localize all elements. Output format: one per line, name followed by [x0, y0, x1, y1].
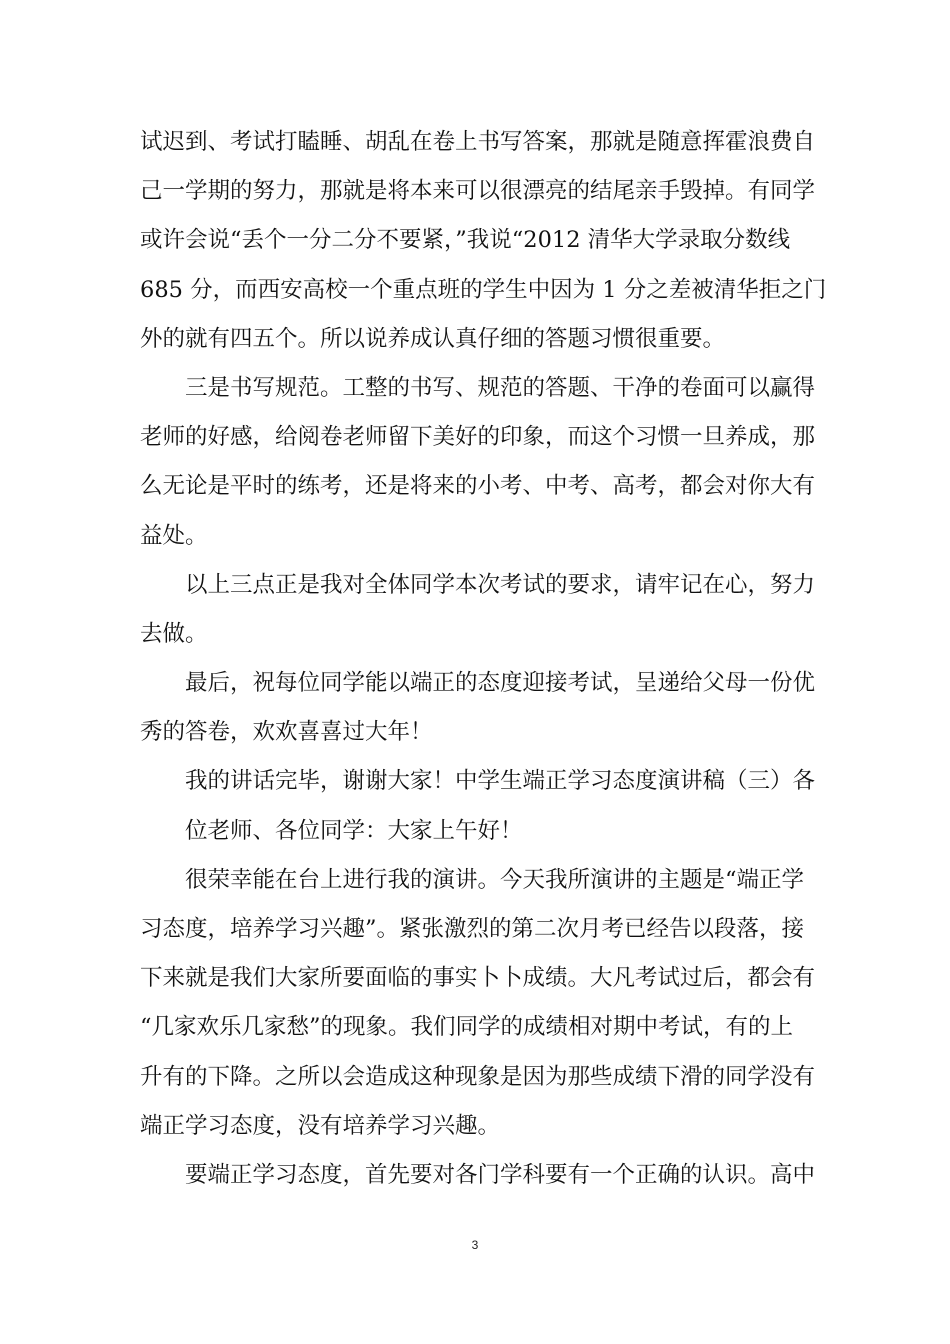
- text-line: 我的讲话完毕，谢谢大家！中学生端正学习态度演讲稿（三）各: [185, 768, 816, 795]
- text-line: 秀的答卷，欢欢喜喜过大年！: [140, 719, 433, 746]
- text-line: 习态度，培养学习兴趣”。紧张激烈的第二次月考已经告以段落，接: [140, 916, 805, 942]
- text-line: 么无论是平时的练考，还是将来的小考、中考、高考，都会对你大有: [140, 473, 816, 500]
- page-number: 3: [471, 1238, 479, 1252]
- text-line: 去做。: [140, 620, 208, 647]
- text-line: 或许会说“丢个一分二分不要紧，”我说“2012 清华大学录取分数线: [140, 227, 791, 254]
- text-line: 以上三点正是我对全体同学本次考试的要求，请牢记在心，努力: [185, 571, 816, 598]
- text-line: 益处。: [140, 522, 208, 549]
- text-line: 要端正学习态度，首先要对各门学科要有一个正确的认识。高中: [185, 1161, 816, 1188]
- text-line: 最后，祝每位同学能以端正的态度迎接考试，呈递给父母一份优: [185, 670, 816, 697]
- text-line: 位老师、各位同学：大家上午好！: [185, 817, 523, 844]
- text-line: 试迟到、考试打瞌睡、胡乱在卷上书写答案，那就是随意挥霍浪费自: [140, 129, 816, 155]
- text-line: 端正学习态度，没有培养学习兴趣。: [140, 1112, 501, 1139]
- text-line: 老师的好感，给阅卷老师留下美好的印象，而这个习惯一旦养成，那: [140, 424, 816, 451]
- text-line: 升有的下降。之所以会造成这种现象是因为那些成绩下滑的同学没有: [140, 1063, 816, 1090]
- text-line: “几家欢乐几家愁”的现象。我们同学的成绩相对期中考试，有的上: [140, 1014, 794, 1041]
- text-line: 很荣幸能在台上进行我的演讲。今天我所演讲的主题是“端正学: [185, 866, 805, 893]
- text-line: 685 分，而西安高校一个重点班的学生中因为 1 分之差被清华拒之门: [140, 276, 827, 303]
- text-line: 三是书写规范。工整的书写、规范的答题、干净的卷面可以赢得: [185, 374, 816, 401]
- text-line: 外的就有四五个。所以说养成认真仔细的答题习惯很重要。: [140, 325, 726, 352]
- document-body: [140, 118, 827, 1200]
- text-line: 己一学期的努力，那就是将本来可以很漂亮的结尾亲手毁掉。有同学: [140, 178, 816, 205]
- text-line: 下来就是我们大家所要面临的事实卜卜成绩。大凡考试过后，都会有: [140, 965, 816, 992]
